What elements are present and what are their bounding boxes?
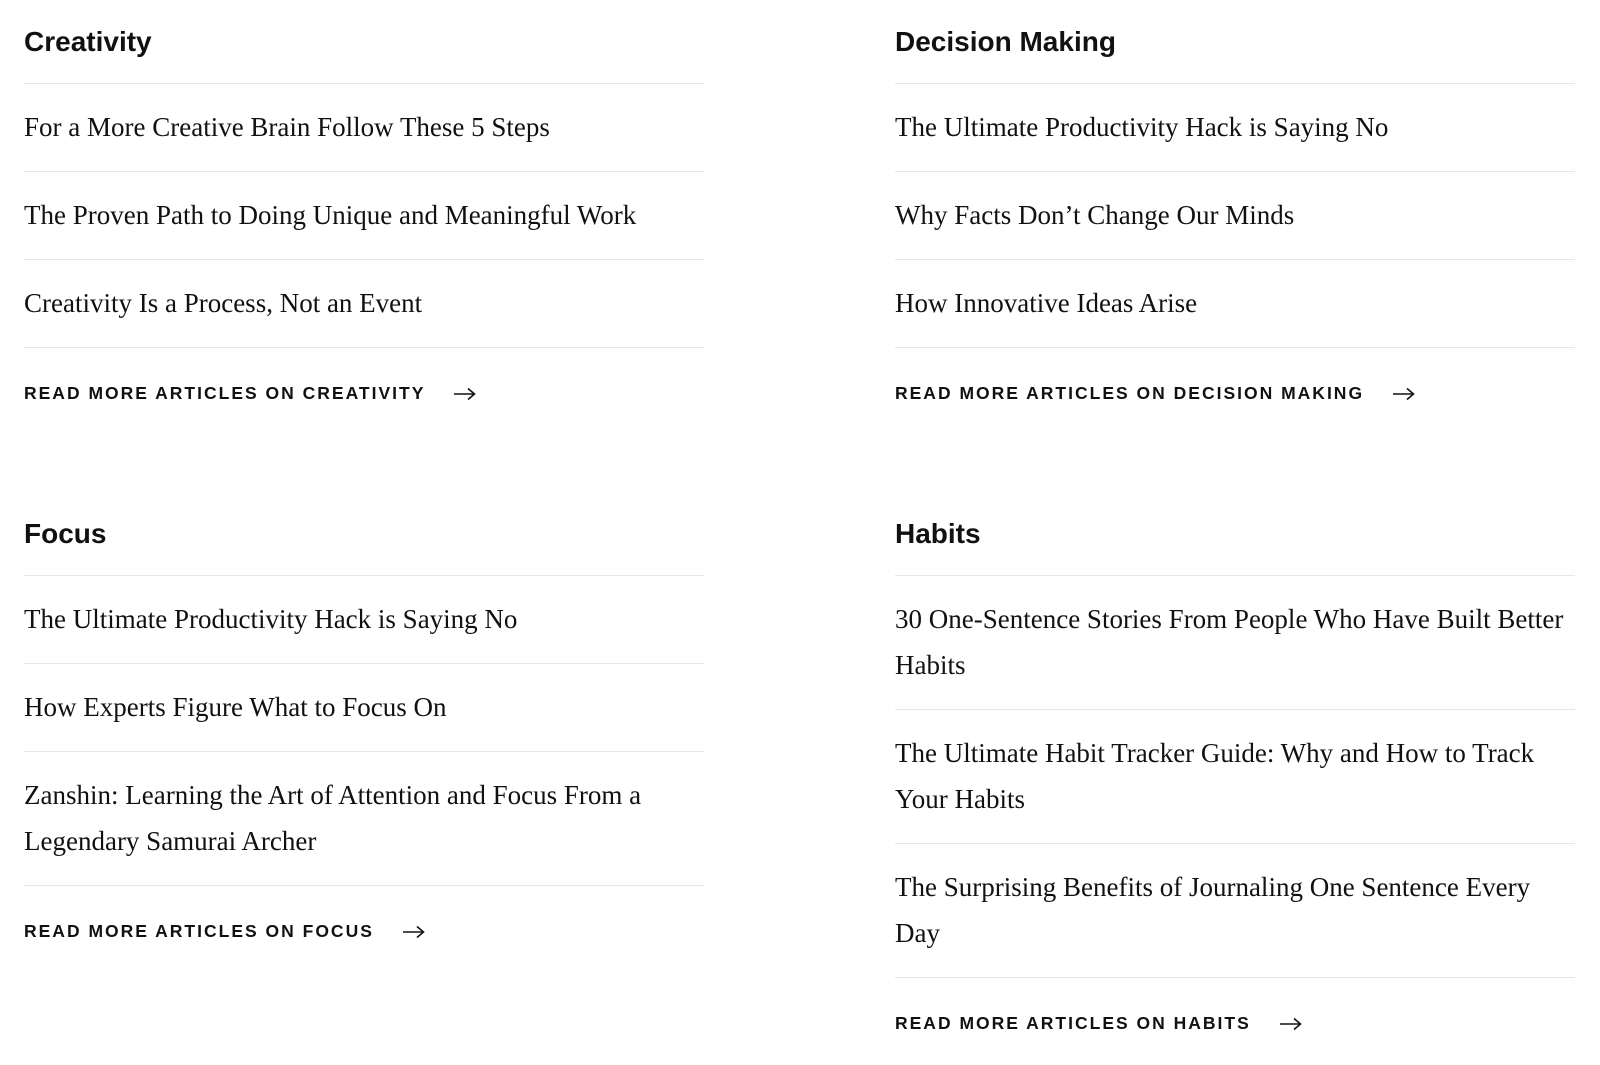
list-item: [895, 844, 1575, 978]
article-link[interactable]: The Proven Path to Doing Unique and Meaningful Work: [24, 200, 637, 230]
list-item: [24, 664, 704, 752]
section-decision-making: [895, 22, 1575, 404]
list-item: [895, 576, 1575, 710]
section-creativity: [24, 22, 704, 404]
article-list: [895, 83, 1575, 348]
read-more-creativity-link[interactable]: [24, 383, 477, 404]
article-list: [24, 575, 704, 886]
read-more-focus-link[interactable]: [24, 921, 426, 942]
section-habits: [895, 514, 1575, 1034]
article-link[interactable]: Zanshin: Learning the Art of Attention and Focus From a Legendary Samurai Archer: [24, 780, 642, 856]
arrow-right-icon: [453, 387, 477, 401]
arrow-right-icon: [402, 925, 426, 939]
section-title: Habits: [895, 518, 981, 549]
list-item: [895, 172, 1575, 260]
read-more-decision-making-link[interactable]: [895, 383, 1416, 404]
section-title: Creativity: [24, 26, 152, 57]
article-link[interactable]: The Ultimate Habit Tracker Guide: Why and How to Track Your Habits: [895, 738, 1535, 814]
article-link[interactable]: For a More Creative Brain Follow These 5 Steps: [24, 112, 550, 142]
article-link[interactable]: How Innovative Ideas Arise: [895, 288, 1198, 318]
article-link[interactable]: Creativity Is a Process, Not an Event: [24, 288, 423, 318]
list-item: [895, 84, 1575, 172]
read-more-habits-link[interactable]: [895, 1013, 1303, 1034]
read-more-label: READ MORE ARTICLES ON HABITS: [895, 1013, 1251, 1033]
section-focus: [24, 514, 704, 942]
list-item: [895, 710, 1575, 844]
list-item: [895, 260, 1575, 348]
read-more-label: READ MORE ARTICLES ON CREATIVITY: [24, 383, 426, 403]
list-item: [24, 260, 704, 348]
section-title: Focus: [24, 518, 107, 549]
section-title: Decision Making: [895, 26, 1116, 57]
article-link[interactable]: 30 One-Sentence Stories From People Who Have Built Better Habits: [895, 604, 1564, 680]
arrow-right-icon: [1279, 1017, 1303, 1031]
article-link[interactable]: How Experts Figure What to Focus On: [24, 692, 447, 722]
article-link[interactable]: The Ultimate Productivity Hack is Saying No: [24, 604, 518, 634]
arrow-right-icon: [1392, 387, 1416, 401]
article-list: [895, 575, 1575, 978]
read-more-label: READ MORE ARTICLES ON FOCUS: [24, 921, 374, 941]
article-link[interactable]: The Surprising Benefits of Journaling One Sentence Every Day: [895, 872, 1531, 948]
article-list: [24, 83, 704, 348]
read-more-label: READ MORE ARTICLES ON DECISION MAKING: [895, 383, 1365, 403]
list-item: [24, 84, 704, 172]
article-link[interactable]: The Ultimate Productivity Hack is Saying No: [895, 112, 1389, 142]
list-item: [24, 576, 704, 664]
article-link[interactable]: Why Facts Don’t Change Our Minds: [895, 200, 1295, 230]
list-item: [24, 752, 704, 886]
list-item: [24, 172, 704, 260]
